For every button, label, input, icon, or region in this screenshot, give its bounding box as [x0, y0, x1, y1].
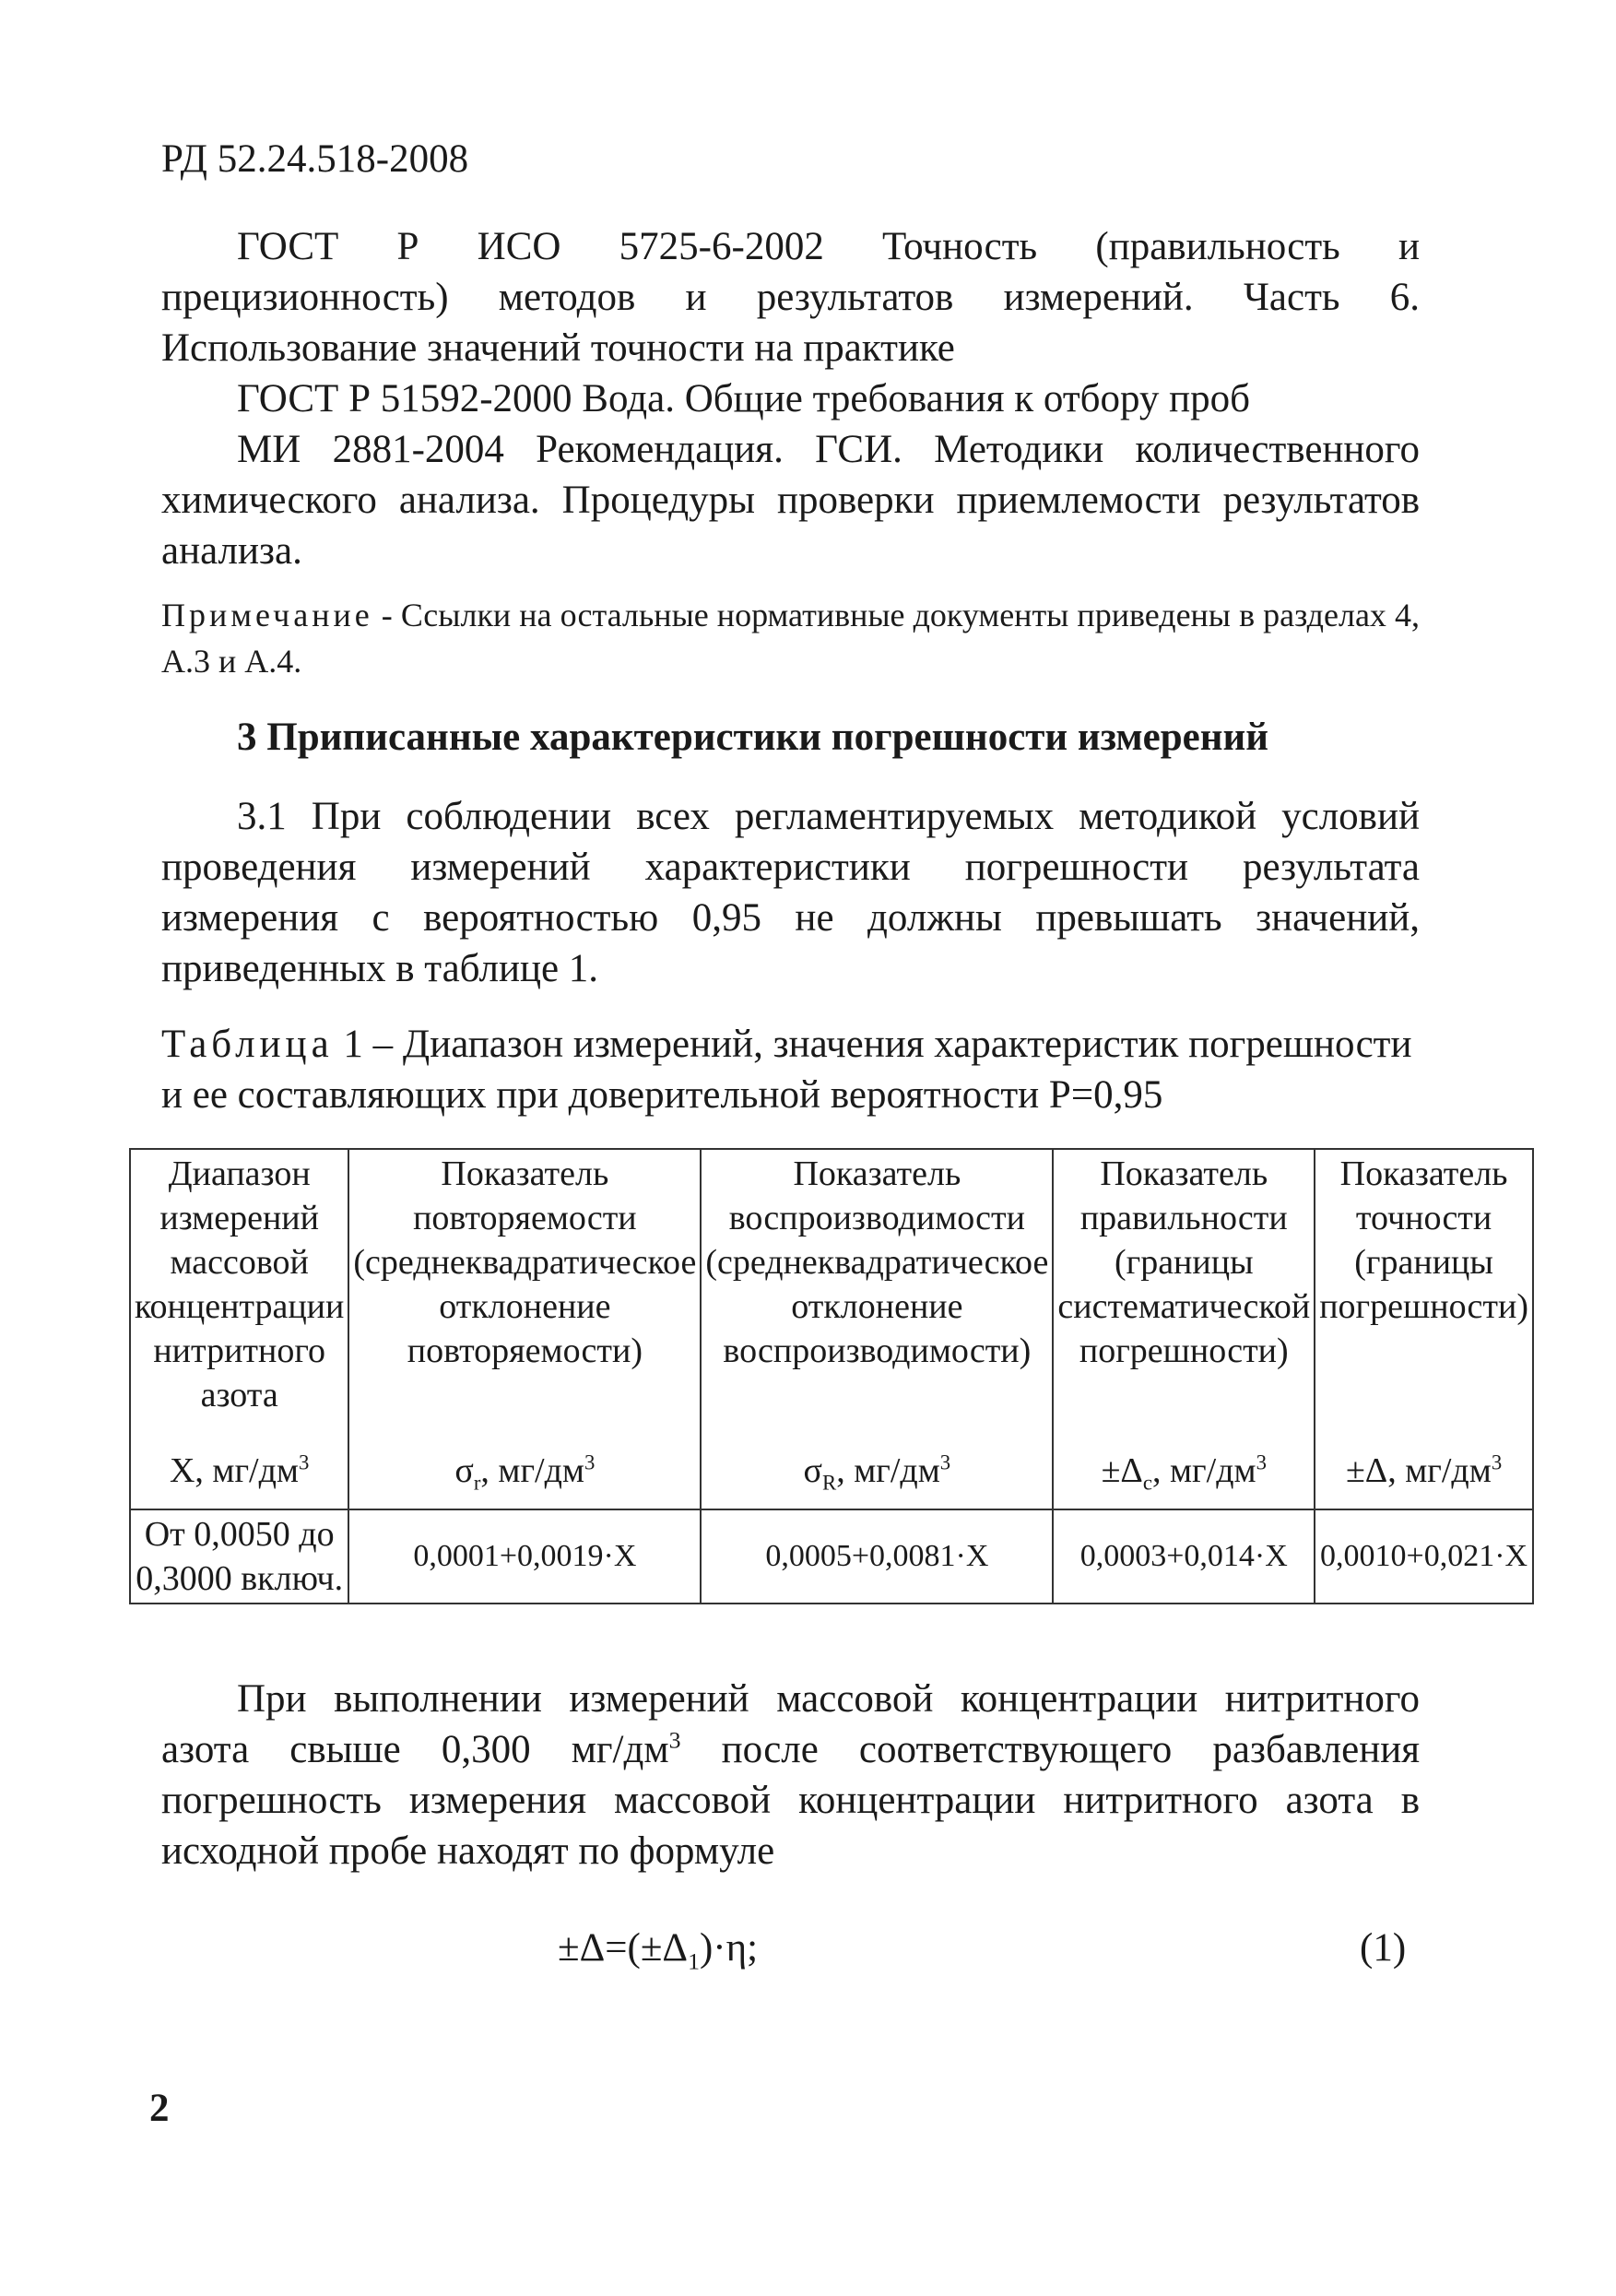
note-label: Примечание [161, 597, 373, 633]
formula-1: $\pm\Delta=(\pm\Delta_1)\cdot\eta$; [558, 1926, 759, 1975]
paragraph-3-1: 3.1 При соблюдении всех регламентируемых методикой условий проведения измерений характеристики погрешности результата измерения с вероятностью 0,95 не должны превышать значений, приведенных в таблице 1. [161, 795, 1420, 990]
reference-gost-51592: ГОСТ Р 51592-2000 Вода. Общие требования к отбору проб [237, 377, 1251, 420]
note-paragraph [161, 592, 1420, 684]
paragraph-dilution: При выполнении измерений массовой концентрации нитритного азота свыше 0,300 $мг/дм^3$ после соответствующего разбавления погрешность измерения массовой концентрации нитритного азота в исходной пробе находят по формуле [161, 1677, 1421, 1873]
header-accuracy: Показатель точности (границы погрешности) ±Δ, $мг/дм^3$ [1315, 1149, 1533, 1509]
note-text: - Ссылки на остальные нормативные документы приведены в разделах 4, А.3 и А.4. [161, 597, 1420, 680]
table-header-row [130, 1149, 1533, 1509]
header-range: Диапазон измерений массовой концентрации нитритного азота X, $мг/дм^3$ [130, 1149, 348, 1509]
table-caption-label: Таблица [161, 1023, 334, 1066]
header-trueness: Показатель правильности (границы систематической погрешности) $\pm\Delta_c$, $мг/дм^3$ [1053, 1149, 1315, 1509]
reference-gost-iso-5725: ГОСТ Р ИСО 5725-6-2002 Точность (правильность и прецизионность) методов и результатов измерений. Часть 6. Использование значений точности на практике [161, 225, 1420, 370]
cell-range: От 0,0050 до 0,3000 включ. [130, 1509, 348, 1604]
document-code: РД 52.24.518-2008 [161, 137, 469, 181]
measurement-table [129, 1148, 1534, 1604]
formula-number: (1) [1360, 1926, 1407, 1970]
table-caption [161, 1019, 1420, 1120]
cell-accuracy: 0,0010+0,021·X [1315, 1509, 1533, 1604]
table-caption-text: 1 – Диапазон измерений, значения характеристик погрешности и ее составляющих при доверительной вероятности Р=0,95 [161, 1023, 1412, 1117]
reference-mi-2881: МИ 2881-2004 Рекомендация. ГСИ. Методики количественного химического анализа. Процедуры проверки приемлемости результатов анализа. [161, 428, 1420, 573]
header-reproducibility: Показатель воспроизводимости (среднеквадратическое отклонение воспроизводимости) $\sigma_R$, $мг/дм^3$ [701, 1149, 1053, 1509]
page-number: 2 [149, 2087, 170, 2130]
cell-reproducibility: 0,0005+0,0081·X [701, 1509, 1053, 1604]
cell-trueness: 0,0003+0,014·X [1053, 1509, 1315, 1604]
table-row [130, 1509, 1533, 1604]
section-title: 3 Приписанные характеристики погрешности измерений [237, 716, 1269, 759]
header-repeatability: Показатель повторяемости (среднеквадратическое отклонение повторяемости) $\sigma_r$, $мг/дм^3$ [348, 1149, 701, 1509]
cell-repeatability: 0,0001+0,0019·X [348, 1509, 701, 1604]
